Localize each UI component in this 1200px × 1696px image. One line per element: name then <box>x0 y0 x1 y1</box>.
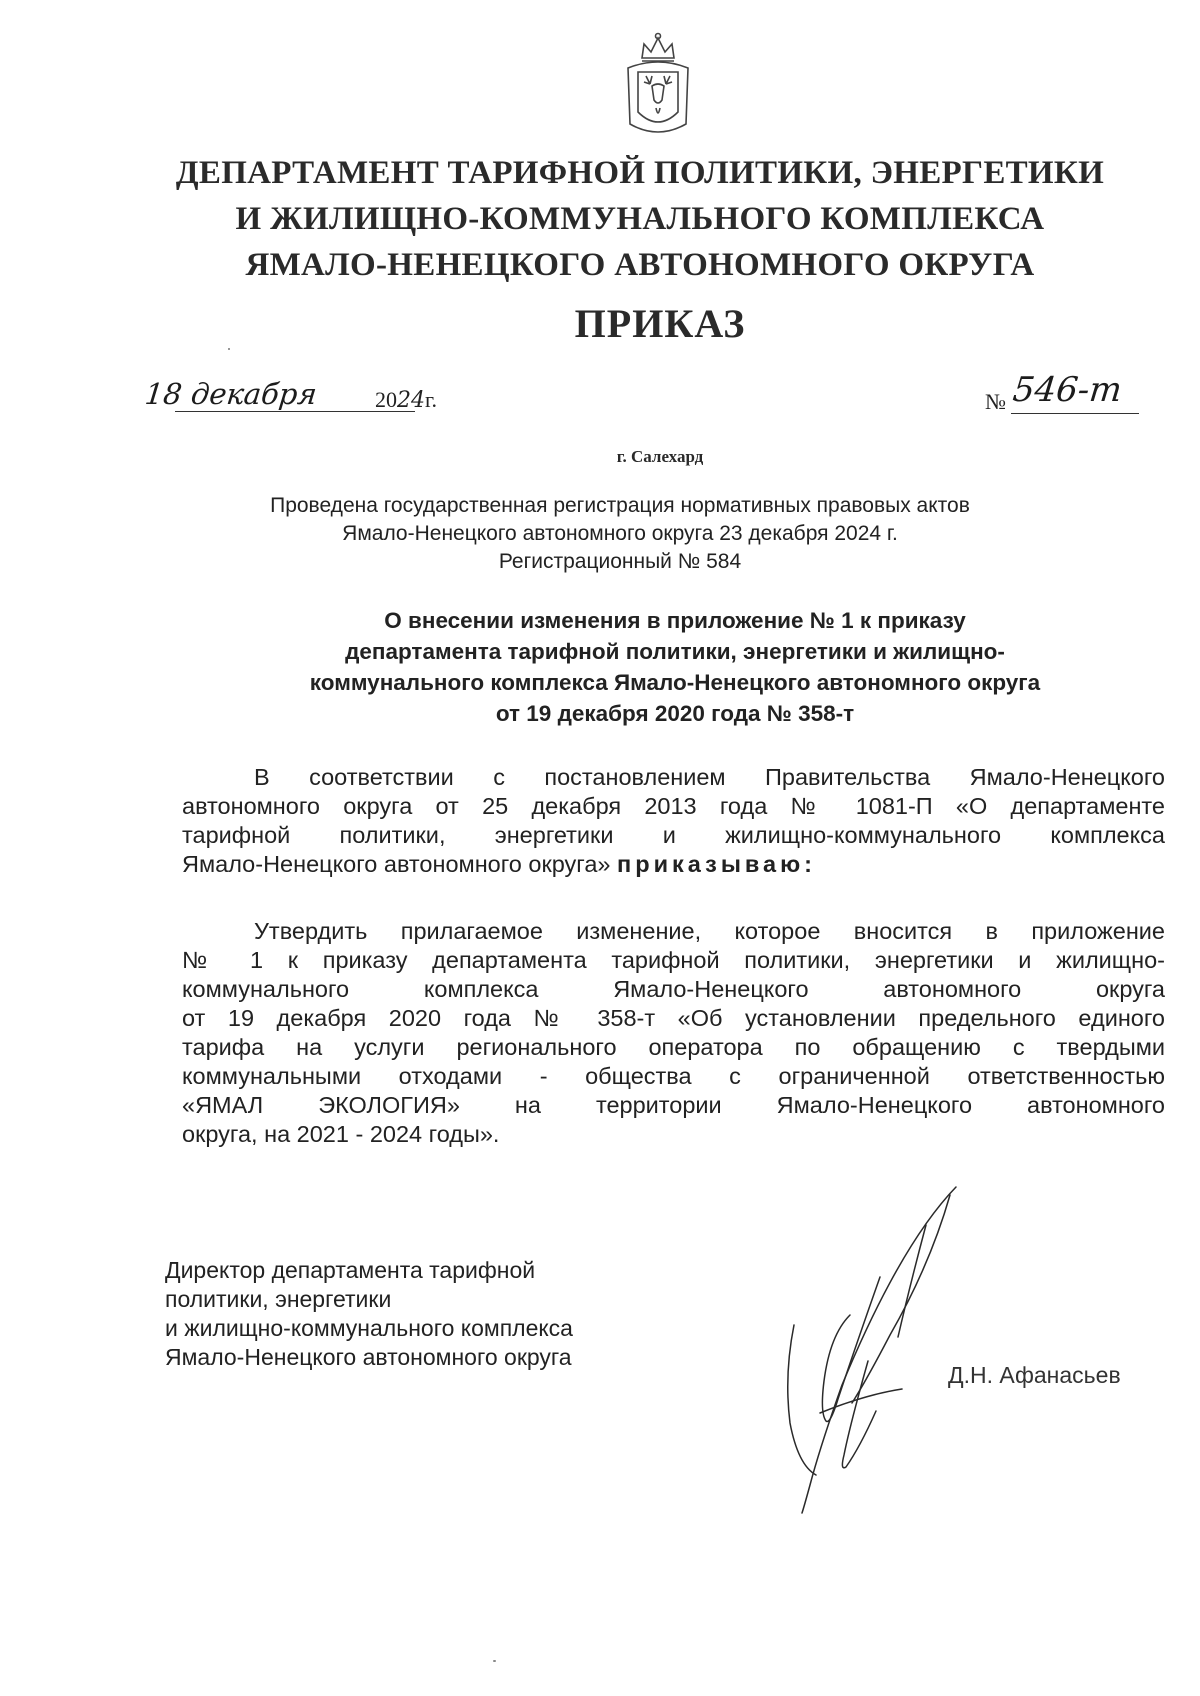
paragraph-line: В соответствии с постановлением Правительства Ямало-Ненецкого <box>254 764 1165 790</box>
department-name-line-2: И ЖИЛИЩНО-КОММУНАЛЬНОГО КОМПЛЕКСА <box>235 201 1045 237</box>
signer-position <box>165 1256 725 1372</box>
coat-of-arms-icon <box>620 28 696 146</box>
city: г. Салехард <box>616 447 704 466</box>
year-suffix: г. <box>425 387 438 412</box>
handwritten-date: 18 декабря <box>143 377 319 411</box>
number-sign: № <box>985 389 1006 414</box>
department-name-line-1: ДЕПАРТАМЕНТ ТАРИФНОЙ ПОЛИТИКИ, ЭНЕРГЕТИКИ <box>175 155 1105 191</box>
paragraph-line: тарифной политики, энергетики и жилищно-коммунального комплекса <box>182 822 1165 848</box>
registration-note <box>150 492 1090 576</box>
signer-position-line: политики, энергетики <box>165 1286 392 1312</box>
body-paragraph-1 <box>182 763 1165 879</box>
paragraph-line: тарифа на услуги регионального оператора по обращению с твердыми <box>182 1034 1165 1060</box>
signer-name: Д.Н. Афанасьев <box>948 1362 1121 1388</box>
signer-position-line: Ямало-Ненецкого автономного округа <box>165 1344 572 1370</box>
handwritten-signature <box>780 1185 980 1515</box>
paragraph-line: № 1 к приказу департамента тарифной политики, энергетики и жилищно- <box>182 947 1165 973</box>
registration-line: Ямало-Ненецкого автономного округа 23 декабря 2024 г. <box>342 522 898 545</box>
paragraph-line: от 19 декабря 2020 года № 358-т «Об установлении предельного единого <box>182 1005 1165 1031</box>
handwritten-year: 24 <box>397 388 425 413</box>
scan-speck <box>493 1660 496 1662</box>
paragraph-line <box>182 850 1165 879</box>
subject-line: коммунального комплекса Ямало-Ненецкого автономного округа <box>309 670 1041 695</box>
paragraph-line: автономного округа от 25 декабря 2013 года № 1081-П «О департаменте <box>182 793 1165 819</box>
order-year <box>375 387 437 413</box>
scan-speck <box>228 348 230 350</box>
year-prefix: 20 <box>375 387 397 412</box>
handwritten-number: 546-т <box>1010 370 1124 410</box>
order-directive: приказываю: <box>617 851 816 877</box>
body-paragraph-2 <box>182 917 1165 1149</box>
subject-line: от 19 декабря 2020 года № 358-т <box>495 701 855 726</box>
document-type-title: ПРИКАЗ <box>574 301 746 346</box>
paragraph-line: Утвердить прилагаемое изменение, которое вносится в приложение <box>254 918 1165 944</box>
registration-line: Проведена государственная регистрация нормативных правовых актов <box>270 494 970 517</box>
number-underline <box>1011 413 1139 414</box>
order-date <box>145 377 485 417</box>
department-name <box>150 150 1130 288</box>
paragraph-line-text: Ямало-Ненецкого автономного округа» <box>182 851 611 877</box>
paragraph-line: «ЯМАЛ ЭКОЛОГИЯ» на территории Ямало-Ненецкого автономного <box>182 1092 1165 1118</box>
paragraph-line: округа, на 2021 - 2024 годы». <box>182 1121 500 1147</box>
order-subject <box>200 605 1150 729</box>
paragraph-line: коммунальными отходами - общества с ограниченной ответственностью <box>182 1063 1165 1089</box>
department-name-line-3: ЯМАЛО-НЕНЕЦКОГО АВТОНОМНОГО ОКРУГА <box>245 247 1035 283</box>
registration-line: Регистрационный № 584 <box>498 550 742 573</box>
subject-line: департамента тарифной политики, энергетики и жилищно- <box>345 639 1005 664</box>
paragraph-line: коммунального комплекса Ямало-Ненецкого автономного округа <box>182 976 1165 1002</box>
signer-position-line: Директор департамента тарифной <box>165 1257 536 1283</box>
subject-line: О внесении изменения в приложение № 1 к приказу <box>384 608 966 633</box>
order-number <box>985 372 1165 416</box>
signer-position-line: и жилищно-коммунального комплекса <box>165 1315 573 1341</box>
